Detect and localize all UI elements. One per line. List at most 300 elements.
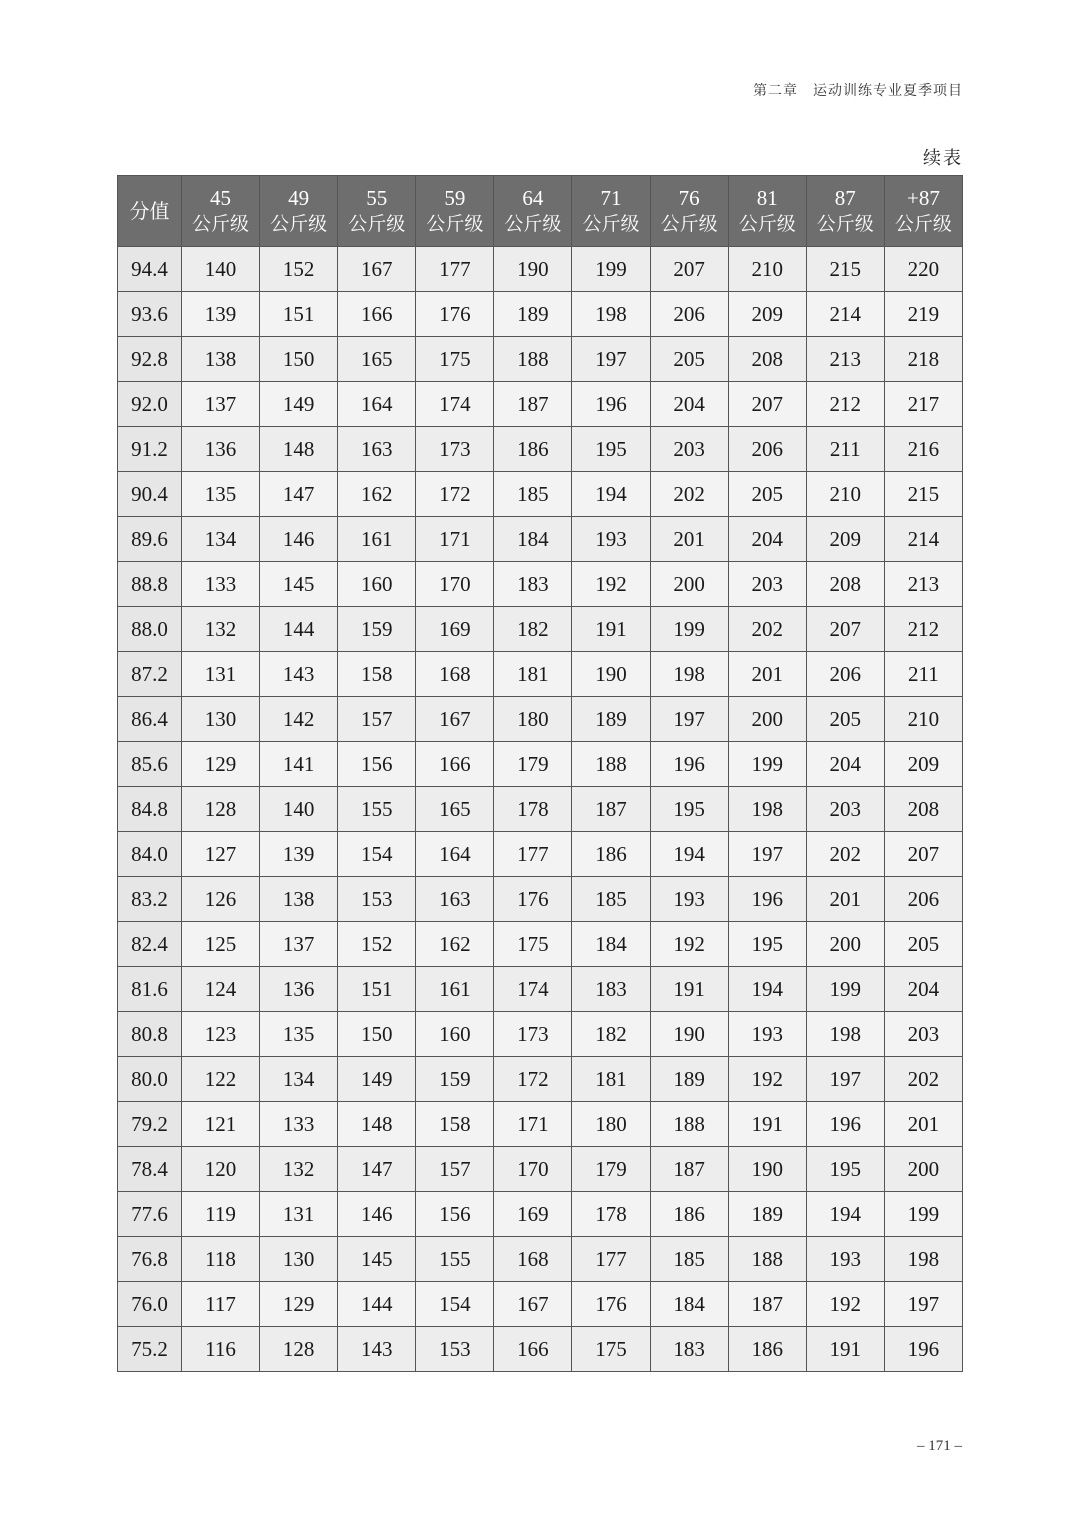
table-row	[118, 1237, 963, 1282]
weight-class-header	[338, 176, 416, 247]
value-cell: 191	[728, 1102, 806, 1147]
value-cell: 153	[338, 877, 416, 922]
value-cell: 177	[494, 832, 572, 877]
weight-class-unit: 公斤级	[894, 213, 952, 235]
value-cell: 184	[572, 922, 650, 967]
value-cell: 129	[182, 742, 260, 787]
value-cell: 195	[728, 922, 806, 967]
value-cell: 189	[572, 697, 650, 742]
value-cell: 178	[572, 1192, 650, 1237]
value-cell: 143	[338, 1327, 416, 1372]
value-cell: 126	[182, 877, 260, 922]
value-cell: 184	[650, 1282, 728, 1327]
weight-class-unit: 公斤级	[582, 213, 640, 235]
score-cell: 85.6	[118, 742, 182, 787]
page-number: – 171 –	[917, 1438, 962, 1454]
value-cell: 130	[182, 697, 260, 742]
value-cell: 151	[338, 967, 416, 1012]
value-cell: 166	[338, 292, 416, 337]
table-row	[118, 427, 963, 472]
value-cell: 192	[650, 922, 728, 967]
table-row	[118, 1057, 963, 1102]
value-cell: 209	[884, 742, 962, 787]
value-cell: 214	[806, 292, 884, 337]
value-cell: 205	[650, 337, 728, 382]
value-cell: 117	[182, 1282, 260, 1327]
value-cell: 134	[260, 1057, 338, 1102]
header-row	[118, 176, 963, 247]
value-cell: 192	[806, 1282, 884, 1327]
weight-class-value: 49	[288, 186, 310, 210]
value-cell: 179	[494, 742, 572, 787]
value-cell: 148	[260, 427, 338, 472]
score-cell: 80.8	[118, 1012, 182, 1057]
value-cell: 185	[572, 877, 650, 922]
value-cell: 161	[416, 967, 494, 1012]
table-row	[118, 1012, 963, 1057]
score-cell: 92.8	[118, 337, 182, 382]
value-cell: 197	[650, 697, 728, 742]
weight-class-header	[806, 176, 884, 247]
value-cell: 156	[416, 1192, 494, 1237]
value-cell: 196	[806, 1102, 884, 1147]
table-row	[118, 1147, 963, 1192]
value-cell: 155	[416, 1237, 494, 1282]
value-cell: 175	[494, 922, 572, 967]
value-cell: 214	[884, 517, 962, 562]
value-cell: 203	[806, 787, 884, 832]
value-cell: 125	[182, 922, 260, 967]
value-cell: 199	[572, 247, 650, 292]
score-cell: 77.6	[118, 1192, 182, 1237]
weight-class-header	[260, 176, 338, 247]
value-cell: 201	[728, 652, 806, 697]
score-cell: 94.4	[118, 247, 182, 292]
table-row	[118, 1102, 963, 1147]
value-cell: 195	[572, 427, 650, 472]
value-cell: 145	[338, 1237, 416, 1282]
value-cell: 204	[650, 382, 728, 427]
value-cell: 175	[572, 1327, 650, 1372]
value-cell: 160	[338, 562, 416, 607]
value-cell: 215	[806, 247, 884, 292]
value-cell: 193	[728, 1012, 806, 1057]
table-row	[118, 652, 963, 697]
table-row	[118, 697, 963, 742]
value-cell: 140	[260, 787, 338, 832]
value-cell: 131	[182, 652, 260, 697]
value-cell: 209	[728, 292, 806, 337]
table-row	[118, 877, 963, 922]
value-cell: 128	[182, 787, 260, 832]
value-cell: 176	[416, 292, 494, 337]
value-cell: 212	[806, 382, 884, 427]
value-cell: 169	[416, 607, 494, 652]
value-cell: 217	[884, 382, 962, 427]
value-cell: 141	[260, 742, 338, 787]
value-cell: 162	[338, 472, 416, 517]
value-cell: 187	[728, 1282, 806, 1327]
score-cell: 88.0	[118, 607, 182, 652]
value-cell: 168	[416, 652, 494, 697]
value-cell: 200	[728, 697, 806, 742]
value-cell: 127	[182, 832, 260, 877]
value-cell: 182	[494, 607, 572, 652]
value-cell: 167	[494, 1282, 572, 1327]
value-cell: 194	[728, 967, 806, 1012]
value-cell: 163	[338, 427, 416, 472]
score-cell: 79.2	[118, 1102, 182, 1147]
value-cell: 197	[884, 1282, 962, 1327]
weight-class-header	[884, 176, 962, 247]
score-cell: 78.4	[118, 1147, 182, 1192]
value-cell: 167	[416, 697, 494, 742]
value-cell: 144	[260, 607, 338, 652]
value-cell: 207	[884, 832, 962, 877]
value-cell: 167	[338, 247, 416, 292]
value-cell: 196	[650, 742, 728, 787]
value-cell: 205	[806, 697, 884, 742]
weight-class-unit: 公斤级	[192, 213, 250, 235]
value-cell: 163	[416, 877, 494, 922]
value-cell: 202	[884, 1057, 962, 1102]
value-cell: 159	[338, 607, 416, 652]
value-cell: 192	[572, 562, 650, 607]
value-cell: 173	[494, 1012, 572, 1057]
value-cell: 133	[182, 562, 260, 607]
weight-class-value: 87	[834, 186, 856, 210]
value-cell: 152	[260, 247, 338, 292]
weight-class-value: 59	[444, 186, 466, 210]
value-cell: 193	[572, 517, 650, 562]
value-cell: 187	[494, 382, 572, 427]
value-cell: 157	[416, 1147, 494, 1192]
score-cell: 84.8	[118, 787, 182, 832]
value-cell: 171	[494, 1102, 572, 1147]
value-cell: 206	[650, 292, 728, 337]
value-cell: 213	[884, 562, 962, 607]
value-cell: 199	[806, 967, 884, 1012]
value-cell: 138	[260, 877, 338, 922]
value-cell: 211	[806, 427, 884, 472]
value-cell: 135	[260, 1012, 338, 1057]
value-cell: 122	[182, 1057, 260, 1102]
value-cell: 147	[338, 1147, 416, 1192]
value-cell: 206	[728, 427, 806, 472]
value-cell: 169	[494, 1192, 572, 1237]
value-cell: 138	[182, 337, 260, 382]
value-cell: 119	[182, 1192, 260, 1237]
value-cell: 173	[416, 427, 494, 472]
weight-class-header	[494, 176, 572, 247]
weight-class-header	[728, 176, 806, 247]
value-cell: 194	[806, 1192, 884, 1237]
weight-class-header	[182, 176, 260, 247]
value-cell: 168	[494, 1237, 572, 1282]
value-cell: 166	[416, 742, 494, 787]
table-row	[118, 787, 963, 832]
value-cell: 188	[572, 742, 650, 787]
value-cell: 142	[260, 697, 338, 742]
value-cell: 206	[884, 877, 962, 922]
value-cell: 185	[494, 472, 572, 517]
value-cell: 132	[260, 1147, 338, 1192]
value-cell: 172	[416, 472, 494, 517]
value-cell: 181	[572, 1057, 650, 1102]
value-cell: 190	[494, 247, 572, 292]
value-cell: 196	[884, 1327, 962, 1372]
value-cell: 207	[728, 382, 806, 427]
value-cell: 137	[260, 922, 338, 967]
running-header: 第二章 运动训练专业夏季项目	[753, 83, 963, 99]
table-row	[118, 832, 963, 877]
value-cell: 148	[338, 1102, 416, 1147]
value-cell: 188	[494, 337, 572, 382]
value-cell: 132	[182, 607, 260, 652]
table-header	[118, 176, 963, 247]
value-cell: 149	[260, 382, 338, 427]
value-cell: 193	[806, 1237, 884, 1282]
value-cell: 144	[338, 1282, 416, 1327]
value-cell: 208	[806, 562, 884, 607]
value-cell: 140	[182, 247, 260, 292]
value-cell: 181	[494, 652, 572, 697]
score-cell: 86.4	[118, 697, 182, 742]
value-cell: 175	[416, 337, 494, 382]
value-cell: 145	[260, 562, 338, 607]
value-cell: 203	[650, 427, 728, 472]
value-cell: 197	[806, 1057, 884, 1102]
value-cell: 120	[182, 1147, 260, 1192]
value-cell: 157	[338, 697, 416, 742]
table-body	[118, 247, 963, 1372]
value-cell: 186	[494, 427, 572, 472]
value-cell: 188	[728, 1237, 806, 1282]
value-cell: 196	[572, 382, 650, 427]
value-cell: 198	[572, 292, 650, 337]
value-cell: 190	[572, 652, 650, 697]
value-cell: 194	[572, 472, 650, 517]
value-cell: 187	[572, 787, 650, 832]
value-cell: 176	[572, 1282, 650, 1327]
value-cell: 197	[572, 337, 650, 382]
table-row	[118, 292, 963, 337]
value-cell: 149	[338, 1057, 416, 1102]
value-cell: 158	[338, 652, 416, 697]
table-row	[118, 247, 963, 292]
value-cell: 153	[416, 1327, 494, 1372]
weight-class-value: +87	[907, 186, 940, 210]
value-cell: 204	[884, 967, 962, 1012]
value-cell: 201	[806, 877, 884, 922]
table-row	[118, 742, 963, 787]
value-cell: 118	[182, 1237, 260, 1282]
value-cell: 204	[728, 517, 806, 562]
value-cell: 199	[728, 742, 806, 787]
weight-class-unit: 公斤级	[816, 213, 874, 235]
value-cell: 139	[182, 292, 260, 337]
value-cell: 171	[416, 517, 494, 562]
value-cell: 183	[650, 1327, 728, 1372]
value-cell: 170	[494, 1147, 572, 1192]
value-cell: 184	[494, 517, 572, 562]
value-cell: 177	[416, 247, 494, 292]
value-cell: 139	[260, 832, 338, 877]
value-cell: 210	[728, 247, 806, 292]
value-cell: 130	[260, 1237, 338, 1282]
weight-class-unit: 公斤级	[270, 213, 328, 235]
value-cell: 146	[338, 1192, 416, 1237]
value-cell: 202	[806, 832, 884, 877]
score-cell: 81.6	[118, 967, 182, 1012]
weight-class-unit: 公斤级	[660, 213, 718, 235]
value-cell: 135	[182, 472, 260, 517]
value-cell: 154	[416, 1282, 494, 1327]
value-cell: 206	[806, 652, 884, 697]
score-cell: 87.2	[118, 652, 182, 697]
value-cell: 150	[260, 337, 338, 382]
value-cell: 193	[650, 877, 728, 922]
value-cell: 123	[182, 1012, 260, 1057]
value-cell: 180	[494, 697, 572, 742]
weight-class-header	[650, 176, 728, 247]
score-table	[117, 175, 963, 1372]
score-cell: 84.0	[118, 832, 182, 877]
weight-class-header	[416, 176, 494, 247]
score-cell: 76.8	[118, 1237, 182, 1282]
value-cell: 201	[650, 517, 728, 562]
value-cell: 178	[494, 787, 572, 832]
value-cell: 174	[494, 967, 572, 1012]
value-cell: 185	[650, 1237, 728, 1282]
value-cell: 165	[338, 337, 416, 382]
value-cell: 204	[806, 742, 884, 787]
table-row	[118, 337, 963, 382]
value-cell: 187	[650, 1147, 728, 1192]
weight-class-value: 81	[756, 186, 778, 210]
value-cell: 207	[806, 607, 884, 652]
value-cell: 189	[650, 1057, 728, 1102]
weight-class-value: 71	[600, 186, 622, 210]
value-cell: 189	[728, 1192, 806, 1237]
score-cell: 88.8	[118, 562, 182, 607]
value-cell: 199	[650, 607, 728, 652]
value-cell: 151	[260, 292, 338, 337]
value-cell: 195	[806, 1147, 884, 1192]
value-cell: 180	[572, 1102, 650, 1147]
value-cell: 172	[494, 1057, 572, 1102]
value-cell: 194	[650, 832, 728, 877]
value-cell: 195	[650, 787, 728, 832]
score-cell: 90.4	[118, 472, 182, 517]
value-cell: 186	[728, 1327, 806, 1372]
value-cell: 198	[650, 652, 728, 697]
table-row	[118, 607, 963, 652]
value-cell: 183	[572, 967, 650, 1012]
value-cell: 155	[338, 787, 416, 832]
value-cell: 137	[182, 382, 260, 427]
value-cell: 176	[494, 877, 572, 922]
value-cell: 160	[416, 1012, 494, 1057]
score-cell: 91.2	[118, 427, 182, 472]
value-cell: 208	[728, 337, 806, 382]
value-cell: 131	[260, 1192, 338, 1237]
value-cell: 134	[182, 517, 260, 562]
value-cell: 190	[728, 1147, 806, 1192]
score-cell: 80.0	[118, 1057, 182, 1102]
value-cell: 116	[182, 1327, 260, 1372]
value-cell: 203	[728, 562, 806, 607]
value-cell: 121	[182, 1102, 260, 1147]
value-cell: 154	[338, 832, 416, 877]
table-row	[118, 562, 963, 607]
value-cell: 220	[884, 247, 962, 292]
value-cell: 146	[260, 517, 338, 562]
value-cell: 156	[338, 742, 416, 787]
value-cell: 191	[572, 607, 650, 652]
value-cell: 192	[728, 1057, 806, 1102]
value-cell: 207	[650, 247, 728, 292]
value-cell: 208	[884, 787, 962, 832]
value-cell: 152	[338, 922, 416, 967]
value-cell: 202	[728, 607, 806, 652]
value-cell: 199	[884, 1192, 962, 1237]
value-cell: 219	[884, 292, 962, 337]
value-cell: 166	[494, 1327, 572, 1372]
table-row	[118, 382, 963, 427]
value-cell: 203	[884, 1012, 962, 1057]
value-cell: 215	[884, 472, 962, 517]
weight-class-header	[572, 176, 650, 247]
weight-class-unit: 公斤级	[738, 213, 796, 235]
value-cell: 209	[806, 517, 884, 562]
value-cell: 205	[884, 922, 962, 967]
value-cell: 147	[260, 472, 338, 517]
value-cell: 136	[182, 427, 260, 472]
weight-class-value: 64	[522, 186, 544, 210]
score-column-header: 分值	[118, 176, 182, 247]
value-cell: 191	[650, 967, 728, 1012]
table-row	[118, 472, 963, 517]
value-cell: 205	[728, 472, 806, 517]
score-cell: 93.6	[118, 292, 182, 337]
table-row	[118, 1192, 963, 1237]
score-cell: 75.2	[118, 1327, 182, 1372]
value-cell: 200	[806, 922, 884, 967]
table-row	[118, 517, 963, 562]
weight-class-unit: 公斤级	[504, 213, 562, 235]
weight-class-value: 45	[210, 186, 232, 210]
value-cell: 190	[650, 1012, 728, 1057]
weight-class-unit: 公斤级	[348, 213, 406, 235]
value-cell: 197	[728, 832, 806, 877]
table-row	[118, 922, 963, 967]
continuation-label: 续表	[923, 148, 963, 169]
value-cell: 186	[572, 832, 650, 877]
value-cell: 186	[650, 1192, 728, 1237]
value-cell: 164	[416, 832, 494, 877]
value-cell: 189	[494, 292, 572, 337]
value-cell: 210	[806, 472, 884, 517]
value-cell: 188	[650, 1102, 728, 1147]
value-cell: 201	[884, 1102, 962, 1147]
value-cell: 170	[416, 562, 494, 607]
value-cell: 183	[494, 562, 572, 607]
value-cell: 198	[728, 787, 806, 832]
score-cell: 82.4	[118, 922, 182, 967]
value-cell: 133	[260, 1102, 338, 1147]
value-cell: 211	[884, 652, 962, 697]
